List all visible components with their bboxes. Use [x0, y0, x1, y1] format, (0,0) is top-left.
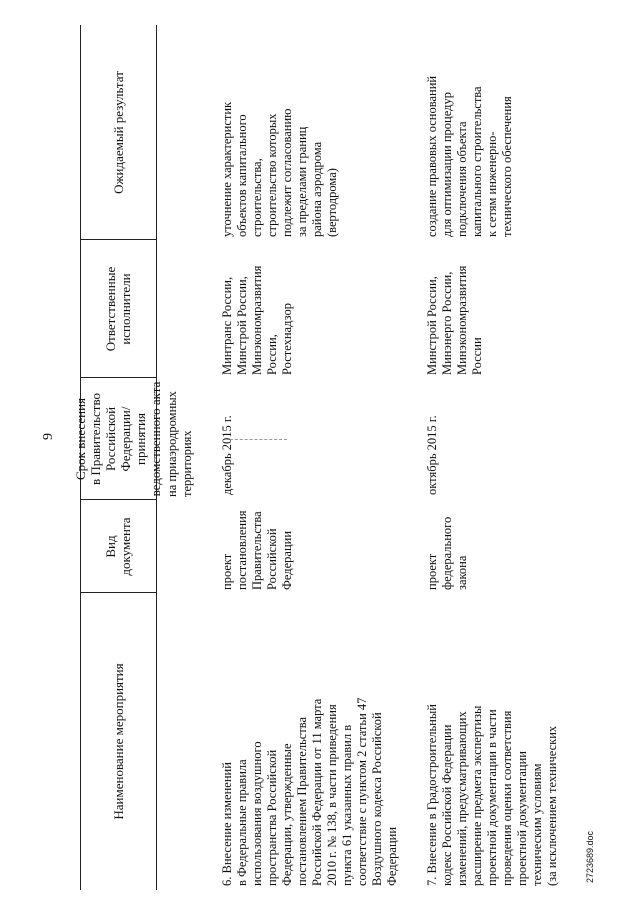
- row-7-deadline: октябрь 2015 г.: [425, 415, 439, 495]
- row-6-responsible: Минтранс России, Минстрой России, Минэкономразвития России, Ростехнадзор: [220, 265, 294, 375]
- row-7-result: создание правовых оснований для оптимизации процедур подключения объекта капитального строительства к сетям инженерно- технического обеспечения: [425, 75, 514, 237]
- row-7-name: 7. Внесение в Градостроительный кодекс Российской Федерации изменений, предусматривающих расширение предмета экспертизы проектной документации в части проведения оценки соответствия проектной документации техническим условиям (за исключением технических: [425, 704, 559, 886]
- header-responsible: Ответственные исполнители: [103, 266, 133, 352]
- continuation-text: на приаэродромных территориях: [165, 391, 194, 497]
- row-6-deadline: декабрь 2015 г.: [220, 415, 234, 495]
- page-number: 9: [41, 433, 56, 440]
- row-6-result: уточнение характеристик объектов капитального строительства, строительство которых подлежит согласованию за пределами границ района аэродрома (вертодрома): [220, 101, 339, 237]
- file-name: 2723689.doc: [585, 830, 595, 883]
- header-doc-type: Вид документа: [103, 517, 133, 576]
- header-result: Ожидаемый результат: [110, 71, 126, 194]
- row-7-doc-type: проект федерального закона: [425, 516, 469, 590]
- header-deadline: Срок внесения в Правительство Российской Федерации/ принятия ведомственного акта: [73, 381, 163, 497]
- rotated-table: [73, 25, 640, 890]
- row-6-doc-type: проект постановления Правительства Российской Федерации: [220, 510, 294, 590]
- row-7-responsible: Минстрой России, Минэнерго России, Минэкономразвития России: [425, 265, 484, 375]
- row-6-name: 6. Внесение изменений в Федеральные правила использования воздушного пространства Российской Федерации, утвержденные постановлением Правительства Российской Федерации от 11 марта 2010 г. № 138, в части приведения пункта 61 указанных правил в соответствие с пунктом 2 статьи 47 Воздушного кодекса Российской Федерации: [220, 697, 399, 886]
- header-name: Наименование мероприятия: [110, 663, 126, 820]
- scan-artifact-line: [225, 439, 287, 440]
